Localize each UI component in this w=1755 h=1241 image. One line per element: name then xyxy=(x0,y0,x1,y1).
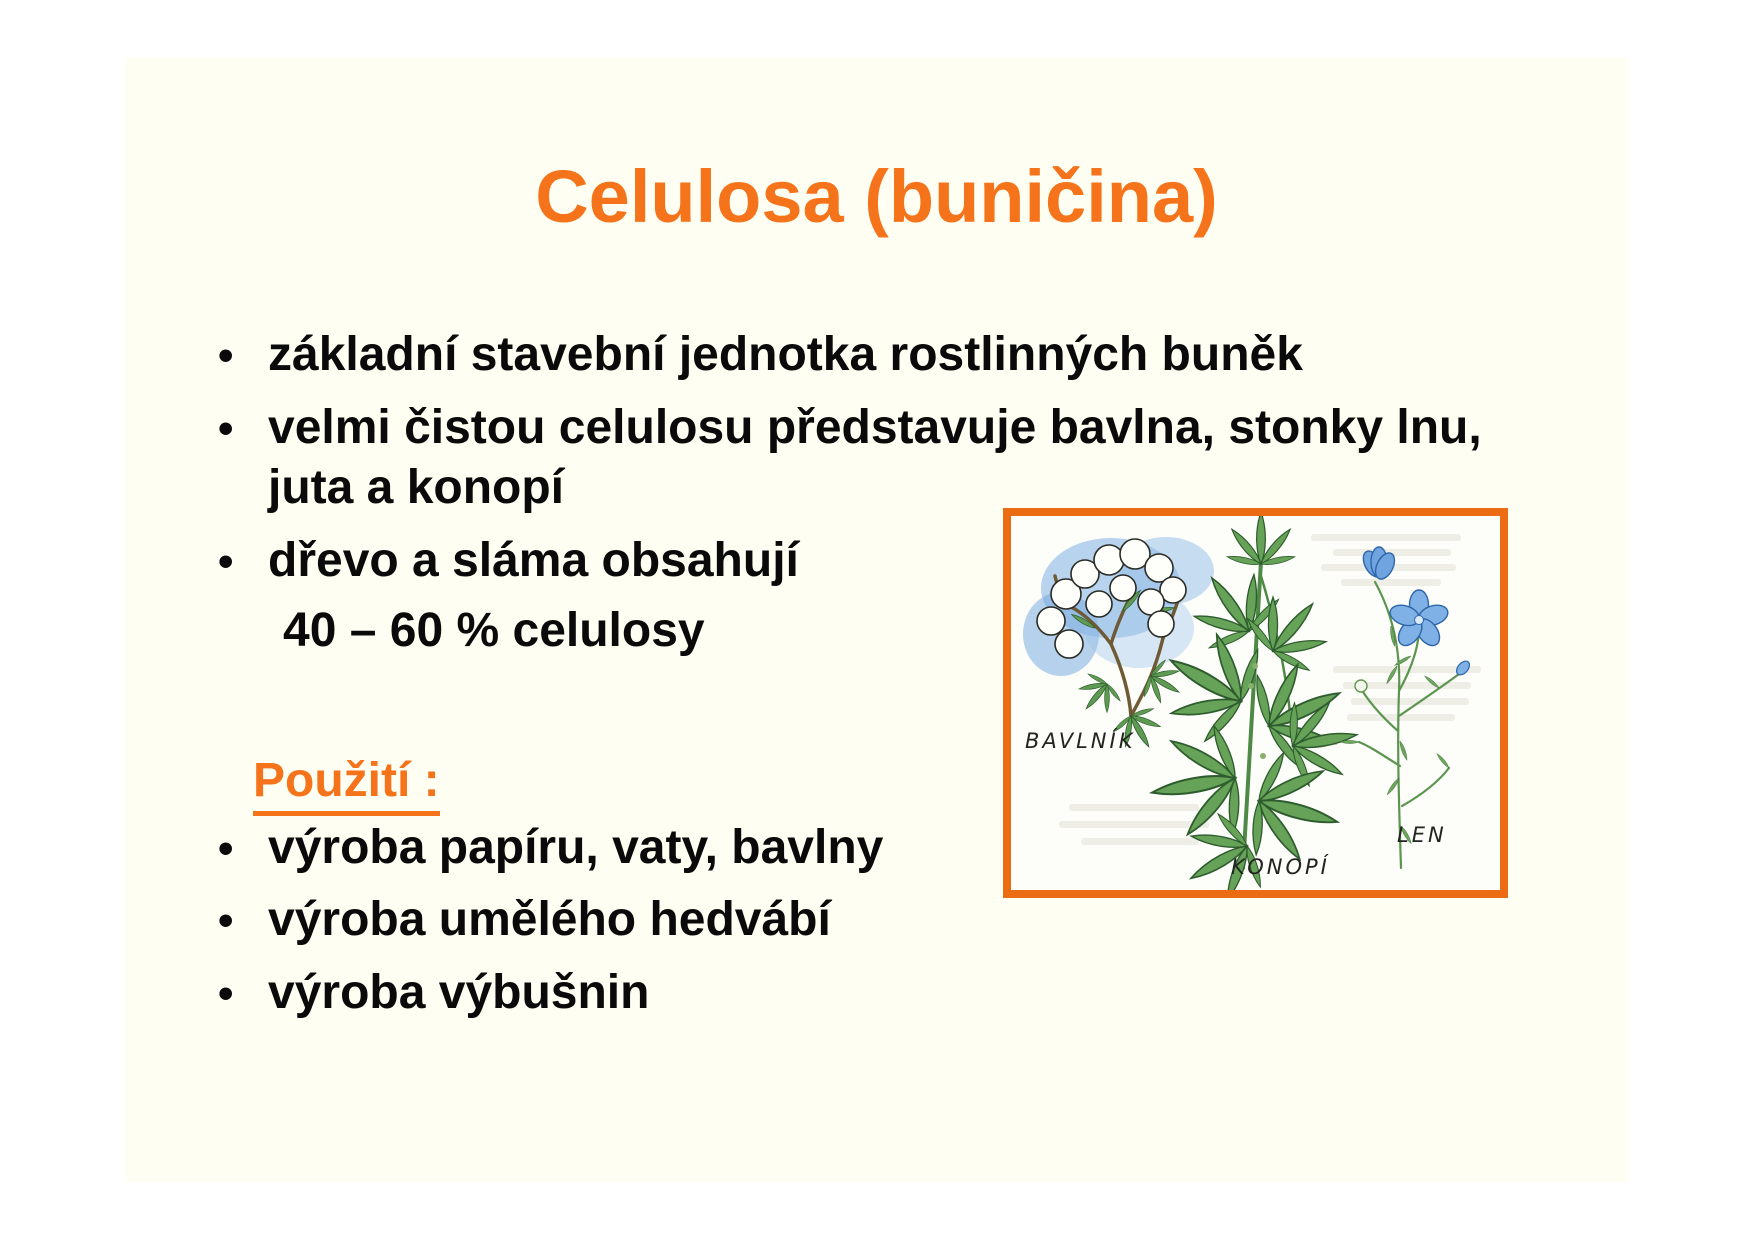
slide-title: Celulosa (buničina) xyxy=(535,155,1218,238)
bullet-text: výroba umělého hedvábí xyxy=(268,893,831,946)
bullet-item xyxy=(218,823,883,874)
bullet-marker: • xyxy=(218,537,234,586)
bullet-item xyxy=(218,330,1303,381)
figure-label-hemp: KONOPÍ xyxy=(1231,855,1330,879)
usage-heading-text: Použití : xyxy=(253,756,440,816)
cellulose-percentage-line: 40 – 60 % celulosy xyxy=(283,604,705,657)
figure-label-flax: LEN xyxy=(1397,823,1447,847)
bullet-text: výroba papíru, vaty, bavlny xyxy=(268,821,884,874)
bullet-text: výroba výbušnin xyxy=(268,966,650,1019)
bullet-continuation: juta a konopí xyxy=(268,461,565,514)
bullet-text: dřevo a sláma obsahují xyxy=(268,534,799,587)
bullet-marker: • xyxy=(218,896,234,945)
bullet-item xyxy=(218,968,649,1019)
plants-figure-frame xyxy=(1003,508,1508,898)
bullet-item xyxy=(218,895,831,946)
bullet-item xyxy=(218,403,1482,454)
flax-plant-drawing xyxy=(1340,547,1472,868)
bullet-item xyxy=(218,536,799,587)
cotton-plant-drawing xyxy=(1023,537,1214,759)
usage-heading xyxy=(253,756,440,816)
bullet-marker: • xyxy=(218,331,234,380)
bullet-text: základní stavební jednotka rostlinných buněk xyxy=(268,328,1303,381)
bullet-marker: • xyxy=(218,404,234,453)
slide-canvas xyxy=(125,57,1628,1182)
plants-illustration xyxy=(1011,516,1500,890)
bullet-text: velmi čistou celulosu představuje bavlna, stonky lnu, xyxy=(268,401,1482,454)
bullet-marker: • xyxy=(218,969,234,1018)
bullet-marker: • xyxy=(218,824,234,873)
figure-label-cotton: BAVLNÍK xyxy=(1025,729,1136,753)
